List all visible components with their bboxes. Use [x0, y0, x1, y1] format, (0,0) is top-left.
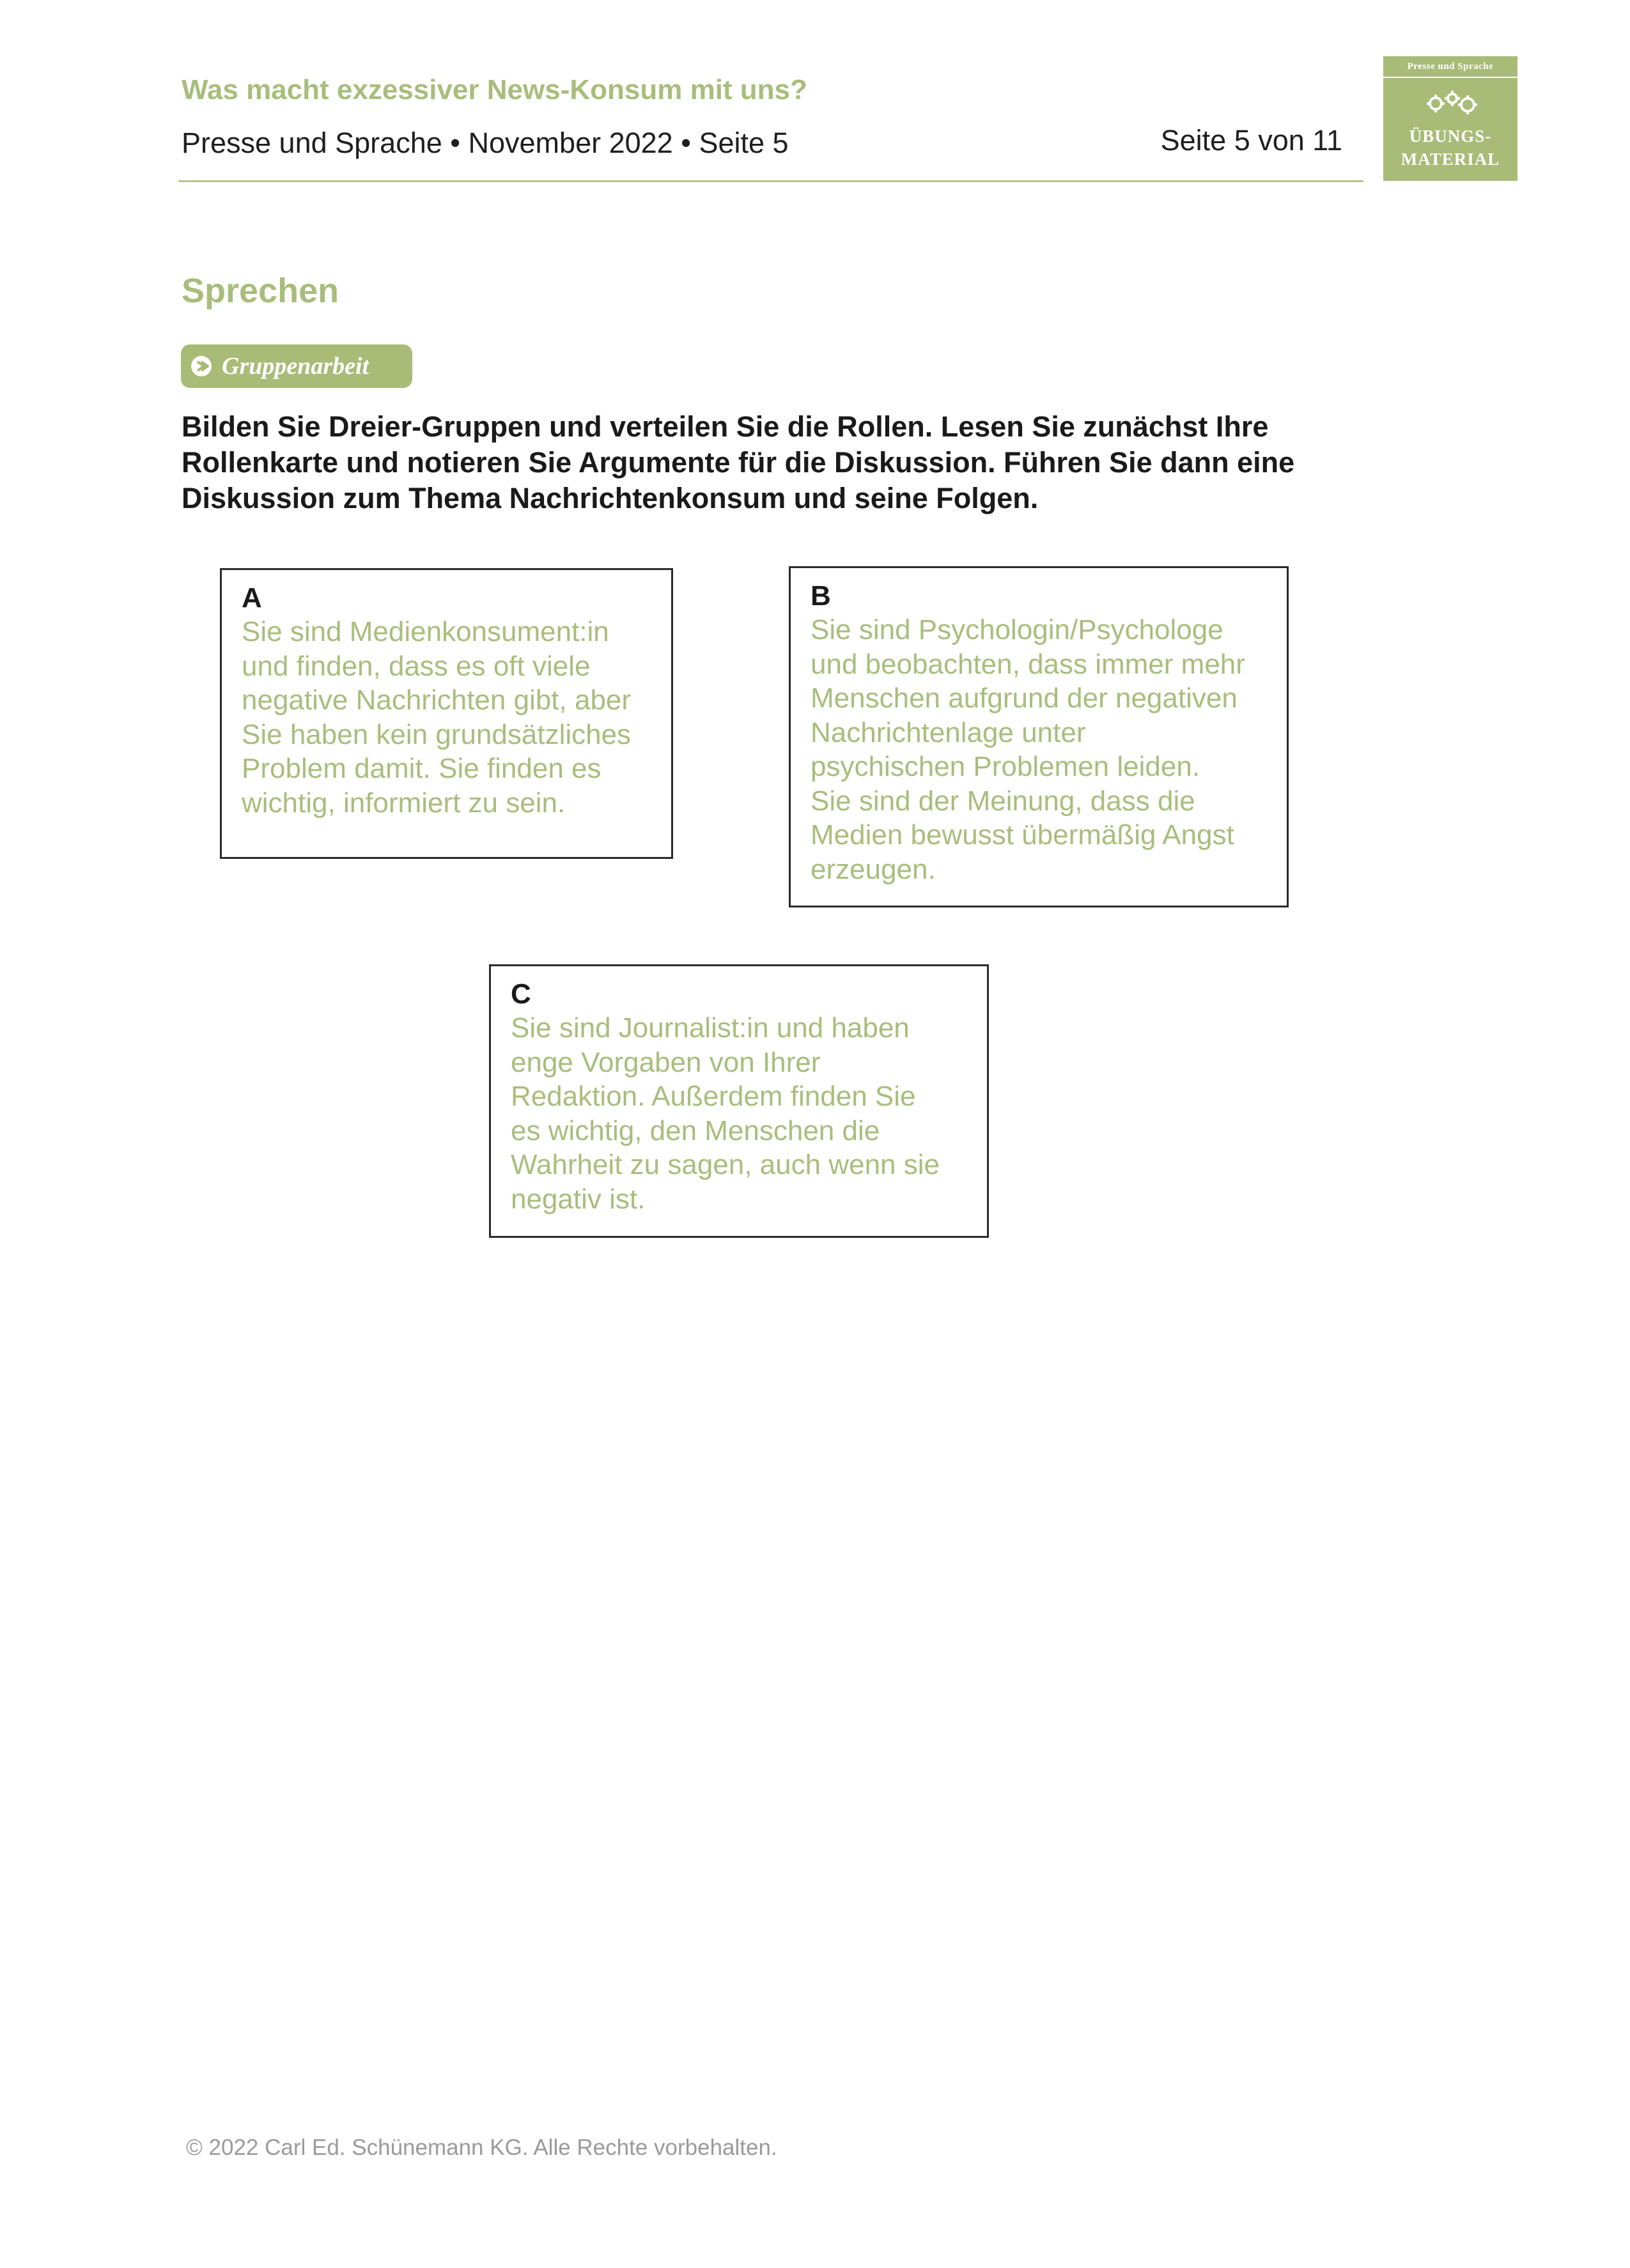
badge-line-2: MATERIAL — [1401, 150, 1500, 169]
role-card-c — [489, 964, 989, 1238]
instruction-line: Bilden Sie Dreier-Gruppen und verteilen Sie die Rollen. Lesen Sie zunächst Ihre — [182, 410, 1269, 443]
role-card-line: psychischen Problemen leiden. — [811, 751, 1200, 782]
role-card-line: negativ ist. — [511, 1183, 646, 1215]
header-divider — [178, 180, 1363, 182]
role-card-text — [242, 615, 671, 820]
role-card-line: es wichtig, den Menschen die — [511, 1115, 880, 1146]
gears-icon — [1422, 82, 1482, 120]
role-card-letter: C — [511, 978, 531, 1010]
badge-line-1: ÜBUNGS- — [1409, 127, 1492, 146]
role-card-line: Menschen aufgrund der negativen — [811, 683, 1238, 714]
role-card-b — [789, 566, 1289, 907]
role-card-line: Nachrichtenlage unter — [811, 716, 1086, 748]
instruction-line: Rollenkarte und notieren Sie Argumente für die Diskussion. Führen Sie dann eine — [182, 446, 1295, 479]
instruction-line: Diskussion zum Thema Nachrichtenkonsum und seine Folgen. — [182, 482, 1039, 514]
role-card-line: Sie haben kein grundsätzliches — [242, 718, 632, 750]
uebungsmaterial-badge — [1383, 56, 1517, 181]
role-card-letter: B — [811, 580, 831, 612]
role-card-a — [220, 568, 673, 859]
section-title: Sprechen — [182, 272, 339, 310]
role-card-line: enge Vorgaben von Ihrer — [511, 1046, 821, 1078]
page-indicator: Seite 5 von 11 — [1160, 124, 1342, 157]
role-card-line: Sie sind Journalist:in und haben — [511, 1012, 910, 1044]
badge-publisher: Presse und Sprache — [1407, 61, 1494, 72]
role-card-line: erzeugen. — [811, 853, 936, 885]
publication-line: Presse und Sprache • November 2022 • Seite 5 — [182, 127, 789, 159]
role-card-text — [511, 1011, 987, 1216]
copyright-notice: © 2022 Carl Ed. Schünemann KG. Alle Rechte vorbehalten. — [186, 2135, 777, 2160]
task-type-text: Gruppenarbeit — [222, 353, 369, 380]
role-card-line: Redaktion. Außerdem finden Sie — [511, 1081, 916, 1112]
badge-divider — [1383, 77, 1517, 78]
role-card-line: wichtig, informiert zu sein. — [242, 787, 566, 819]
role-card-line: Sie sind Medienkonsument:in — [242, 616, 609, 647]
task-instruction — [182, 409, 1396, 516]
document-title: Was macht exzessiver News-Konsum mit uns? — [182, 74, 807, 105]
task-type-label — [181, 344, 412, 388]
role-card-text — [811, 613, 1287, 886]
role-card-letter: A — [242, 582, 262, 613]
role-card-line: Sie sind Psychologin/Psychologe — [811, 614, 1223, 645]
arrow-circle-icon — [190, 355, 213, 378]
role-card-line: Problem damit. Sie finden es — [242, 753, 602, 784]
role-card-line: Medien bewusst übermäßig Angst — [811, 819, 1234, 851]
role-card-line: Wahrheit zu sagen, auch wenn sie — [511, 1149, 940, 1180]
role-card-line: negative Nachrichten gibt, aber — [242, 684, 632, 716]
role-card-line: und finden, dass es oft viele — [242, 650, 591, 682]
role-card-line: Sie sind der Meinung, dass die — [811, 785, 1195, 817]
role-card-line: und beobachten, dass immer mehr — [811, 648, 1245, 680]
